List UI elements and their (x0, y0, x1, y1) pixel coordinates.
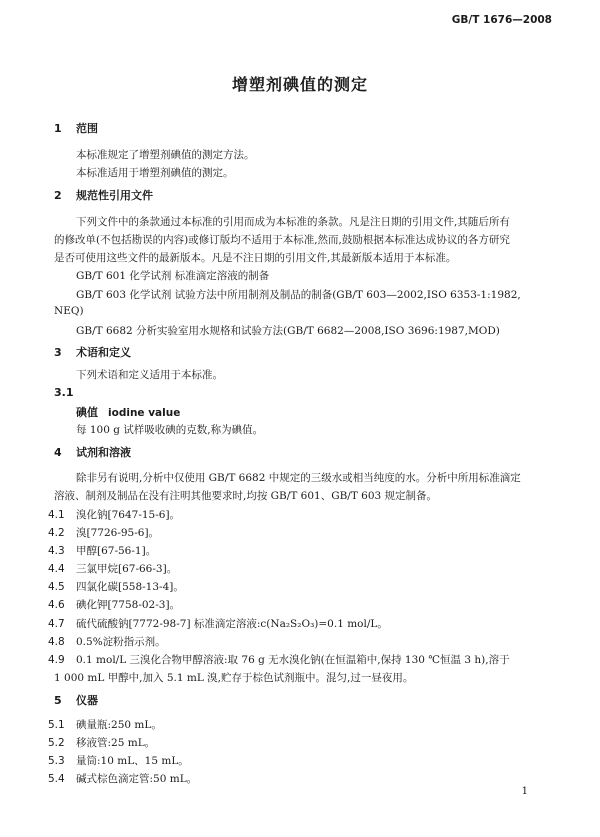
section-number: 5 (54, 694, 62, 707)
paragraph-line: 下列术语和定义适用于本标准。 (76, 369, 223, 381)
item-number: 4.3 (48, 545, 65, 557)
list-item (48, 771, 197, 786)
item-number: 4.1 (48, 509, 65, 521)
list-item (48, 543, 156, 558)
term-chinese: 碘值 (76, 406, 98, 419)
item-number: 4.5 (48, 581, 65, 593)
section-title: 规范性引用文件 (76, 189, 153, 202)
section-number: 3 (54, 346, 62, 359)
list-item-cont: 1 000 mL 甲醇中,加入 5.1 mL 溴,贮存于棕色试剂瓶中。混匀,过一昼夜用。 (54, 672, 414, 684)
paragraph-line: 下列文件中的条款通过本标准的引用而成为本标准的条款。凡是注日期的引用文件,其随后所有 (76, 216, 510, 228)
item-text: 量筒:10 mL、15 mL。 (76, 755, 189, 767)
list-item (48, 616, 388, 631)
section-heading-2 (54, 187, 153, 203)
section-heading-3 (54, 344, 131, 360)
item-number: 4.7 (48, 618, 65, 630)
item-text: 移液管:25 mL。 (76, 737, 156, 749)
item-text: 溴化钠[7647-15-6]。 (76, 509, 181, 521)
section-heading-1 (54, 120, 98, 136)
reference-entry-cont: NEQ) (54, 305, 84, 317)
list-item (48, 634, 166, 649)
list-item (48, 735, 155, 750)
section-heading-5 (54, 692, 98, 708)
section-title: 仪器 (76, 694, 98, 707)
item-number: 4.2 (48, 527, 65, 539)
item-number: 4.4 (48, 563, 65, 575)
item-number: 4.9 (48, 654, 65, 666)
item-text: 硫代硫酸钠[7772-98-7] 标准滴定溶液:c(Na₂S₂O₃)=0.1 mol/L。 (76, 618, 388, 630)
term-english: iodine value (108, 407, 181, 419)
list-item (48, 652, 510, 667)
reference-entry: GB/T 601 化学试剂 标准滴定溶液的制备 (76, 270, 270, 282)
section-heading-4 (54, 444, 131, 460)
item-number: 4.6 (48, 599, 65, 611)
reference-entry: GB/T 603 化学试剂 试验方法中所用制剂及制品的制备(GB/T 603—2002,ISO 6353-1:1982, (76, 289, 521, 301)
standard-code: GB/T 1676—2008 (451, 14, 552, 26)
item-number: 5.2 (48, 737, 65, 749)
item-number: 4.8 (48, 636, 65, 648)
paragraph-line: 的修改单(不包括勘误的内容)或修订版均不适用于本标准,然而,鼓励根据本标准达成协议的各方研究 (54, 234, 510, 246)
page-title: 增塑剂碘值的测定 (231, 75, 368, 94)
item-text: 四氯化碳[558-13-4]。 (76, 581, 184, 593)
section-title: 术语和定义 (76, 346, 131, 359)
item-text: 三氯甲烷[67-66-3]。 (76, 563, 178, 575)
page-number: 1 (521, 786, 528, 797)
section-number: 4 (54, 446, 62, 459)
term-entry (76, 404, 180, 420)
reference-entry: GB/T 6682 分析实验室用水规格和试验方法(GB/T 6682—2008,ISO 3696:1987,MOD) (76, 325, 500, 337)
list-item (48, 507, 180, 522)
list-item (48, 579, 184, 594)
list-item (48, 753, 189, 768)
paragraph-line: 本标准规定了增塑剂碘值的测定方法。 (76, 149, 255, 161)
item-number: 5.4 (48, 773, 65, 785)
paragraph-line: 除非另有说明,分析中仅使用 GB/T 6682 中规定的三级水或相当纯度的水。分析中所用标准滴定 (76, 472, 521, 484)
item-text: 碱式棕色滴定管:50 mL。 (76, 773, 198, 785)
item-number: 5.3 (48, 755, 65, 767)
item-text: 0.5%淀粉指示剂。 (76, 636, 166, 648)
list-item (48, 717, 162, 732)
term-definition: 每 100 g 试样吸收碘的克数,称为碘值。 (76, 424, 264, 436)
item-text: 碘化钾[7758-02-3]。 (76, 599, 181, 611)
paragraph-line: 是否可使用这些文件的最新版本。凡是不注日期的引用文件,其最新版本适用于本标准。 (54, 252, 457, 264)
section-number: 1 (54, 122, 62, 135)
list-item (48, 525, 159, 540)
item-text: 甲醇[67-56-1]。 (76, 545, 157, 557)
section-title: 试剂和溶液 (76, 446, 131, 459)
section-number: 2 (54, 189, 62, 202)
list-item (48, 561, 177, 576)
item-text: 碘量瓶:250 mL。 (76, 719, 162, 731)
item-text: 溴[7726-95-6]。 (76, 527, 160, 539)
paragraph-line: 溶液、制剂及制品在没有注明其他要求时,均按 GB/T 601、GB/T 603 规定制备。 (54, 490, 438, 502)
subsection-number: 3.1 (54, 386, 74, 399)
paragraph-line: 本标准适用于增塑剂碘值的测定。 (76, 167, 234, 179)
section-title: 范围 (76, 122, 98, 135)
item-number: 5.1 (48, 719, 65, 731)
list-item (48, 597, 180, 612)
item-text: 0.1 mol/L 三溴化合物甲醇溶液:取 76 g 无水溴化钠(在恒温箱中,保持 130 ℃恒温 3 h),溶于 (76, 654, 510, 666)
